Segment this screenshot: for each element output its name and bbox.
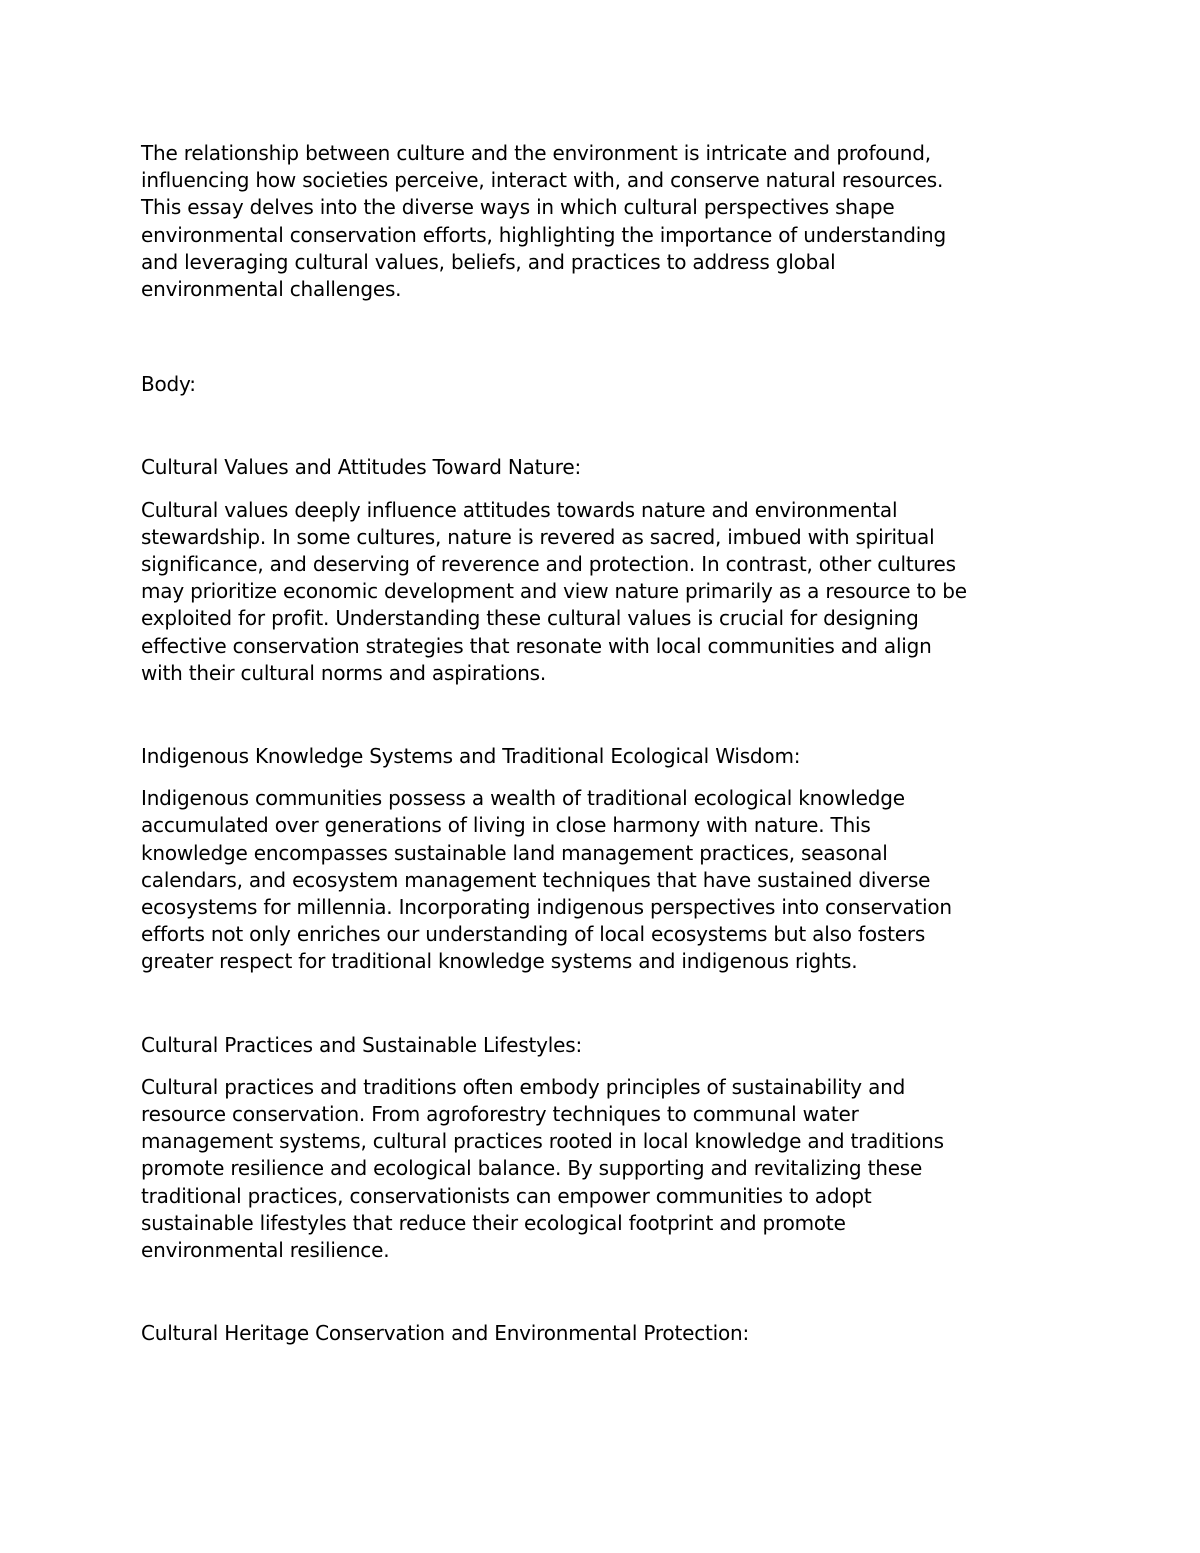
section-paragraph: Cultural practices and traditions often embody principles of sustainability and resource conservation. From agroforestry techniques to communal water management systems, cultural practices rooted in local knowledge and traditions promote resilience and ecological balance. By supporting and revitalizing these traditional practices, conservationists can empower communities to adopt sustainable lifestyles that reduce their ecological footprint and promote environmental resilience.: [141, 1074, 944, 1263]
section-heading: Cultural Values and Attitudes Toward Nature:: [141, 455, 582, 480]
body-label: Body:: [141, 372, 196, 397]
section-heading: Indigenous Knowledge Systems and Traditional Ecological Wisdom:: [141, 744, 801, 769]
section-heading: Cultural Heritage Conservation and Environmental Protection:: [141, 1321, 750, 1346]
section-heading: Cultural Practices and Sustainable Lifestyles:: [141, 1032, 583, 1057]
document-page: [141, 140, 1061, 1348]
section-paragraph: Indigenous communities possess a wealth of traditional ecological knowledge accumulated over generations of living in close harmony with nature. This knowledge encompasses sustainable land management practices, seasonal calendars, and ecosystem management techniques that have sustained diverse ecosystems for millennia. Incorporating indigenous perspectives into conservation efforts not only enriches our understanding of local ecosystems but also fosters greater respect for traditional knowledge systems and indigenous rights.: [141, 786, 952, 974]
intro-paragraph: The relationship between culture and the environment is intricate and profound, influencing how societies perceive, interact with, and conserve natural resources. This essay delves into the diverse ways in which cultural perspectives shape environmental conservation efforts, highlighting the importance of understanding and leveraging cultural values, beliefs, and practices to address global environmental challenges.: [141, 141, 947, 302]
section-paragraph: Cultural values deeply influence attitudes towards nature and environmental stewardship. In some cultures, nature is revered as sacred, imbued with spiritual significance, and deserving of reverence and protection. In contrast, other cultures may prioritize economic development and view nature primarily as a resource to be exploited for profit. Understanding these cultural values is crucial for designing effective conservation strategies that resonate with local communities and align with their cultural norms and aspirations.: [141, 497, 967, 685]
